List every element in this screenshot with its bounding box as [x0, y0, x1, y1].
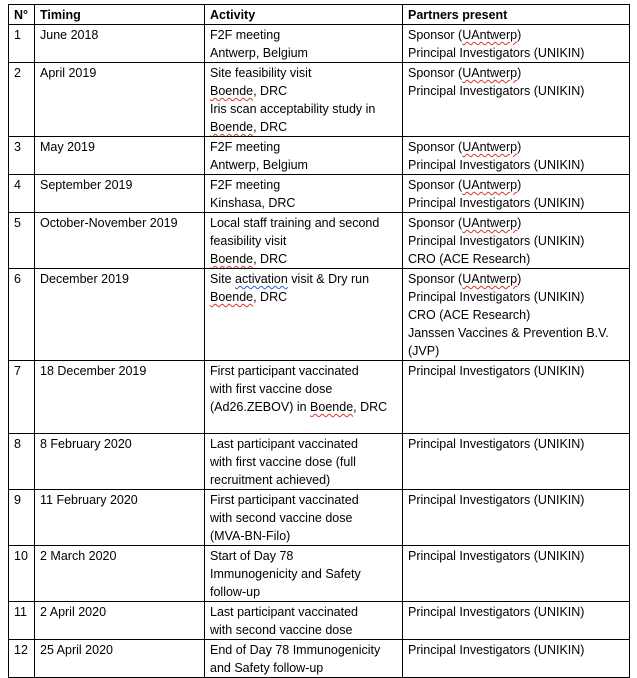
cell-timing: 18 December 2019 [35, 361, 205, 434]
activity-line: with second vaccine dose [210, 511, 353, 525]
partner-line: CRO (ACE Research) [408, 252, 531, 266]
cell-timing: September 2019 [35, 175, 205, 213]
cell-timing: 11 February 2020 [35, 490, 205, 546]
activity-line: F2F meeting [210, 28, 281, 42]
cell-partners [403, 63, 630, 137]
cell-activity [205, 213, 403, 269]
activity-line: with first vaccine dose [210, 382, 333, 396]
activity-line: Last participant vaccinated [210, 437, 359, 451]
cell-partners [403, 213, 630, 269]
cell-number: 10 [9, 546, 35, 602]
partner-line: (JVP) [408, 344, 440, 358]
table-row [9, 546, 630, 602]
activity-line: Boende, DRC [210, 252, 288, 266]
partner-line: Principal Investigators (UNIKIN) [408, 84, 585, 98]
cell-partners [403, 175, 630, 213]
timeline-table [8, 4, 630, 678]
partner-line: Principal Investigators (UNIKIN) [408, 549, 585, 563]
cell-number: 9 [9, 490, 35, 546]
partner-line: Principal Investigators (UNIKIN) [408, 234, 585, 248]
cell-partners [403, 361, 630, 434]
header-partners: Partners present [403, 5, 630, 25]
activity-line: Immunogenicity and Safety [210, 567, 361, 581]
activity-line: First participant vaccinated [210, 364, 359, 378]
activity-line: Site activation visit & Dry run [210, 272, 370, 286]
activity-line: with first vaccine dose (full [210, 455, 356, 469]
cell-activity [205, 269, 403, 361]
cell-timing: May 2019 [35, 137, 205, 175]
activity-line: Kinshasa, DRC [210, 196, 296, 210]
activity-line: (MVA-BN-Filo) [210, 529, 291, 543]
cell-number: 6 [9, 269, 35, 361]
partner-line: Principal Investigators (UNIKIN) [408, 46, 585, 60]
activity-line: feasibility visit [210, 234, 287, 248]
table-row [9, 175, 630, 213]
cell-activity [205, 137, 403, 175]
header-number: N° [9, 5, 35, 25]
activity-line: Antwerp, Belgium [210, 46, 308, 60]
cell-number: 7 [9, 361, 35, 434]
activity-line: and Safety follow-up [210, 661, 324, 675]
activity-line: follow-up [210, 585, 261, 599]
partner-line: Sponsor (UAntwerp) [408, 28, 522, 42]
partner-line: Principal Investigators (UNIKIN) [408, 437, 585, 451]
cell-number: 4 [9, 175, 35, 213]
cell-partners [403, 434, 630, 490]
activity-line: Last participant vaccinated [210, 605, 359, 619]
table-body [9, 25, 630, 678]
table-row [9, 361, 630, 434]
partner-line: Principal Investigators (UNIKIN) [408, 605, 585, 619]
cell-number: 3 [9, 137, 35, 175]
activity-line: Iris scan acceptability study in [210, 102, 376, 116]
table-row [9, 63, 630, 137]
partner-line: CRO (ACE Research) [408, 308, 531, 322]
header-row [9, 5, 630, 25]
partner-line: Principal Investigators (UNIKIN) [408, 158, 585, 172]
table-row [9, 490, 630, 546]
cell-timing: June 2018 [35, 25, 205, 63]
activity-line: First participant vaccinated [210, 493, 359, 507]
activity-line: Site feasibility visit [210, 66, 312, 80]
partner-line: Principal Investigators (UNIKIN) [408, 364, 585, 378]
table-row [9, 137, 630, 175]
table-row [9, 434, 630, 490]
header-activity: Activity [205, 5, 403, 25]
cell-timing: 2 April 2020 [35, 602, 205, 640]
activity-line: with second vaccine dose [210, 623, 353, 637]
cell-timing: 2 March 2020 [35, 546, 205, 602]
cell-activity [205, 175, 403, 213]
cell-activity [205, 63, 403, 137]
partner-line: Principal Investigators (UNIKIN) [408, 290, 585, 304]
activity-line: Boende, DRC [210, 290, 288, 304]
cell-partners [403, 25, 630, 63]
table-row [9, 25, 630, 63]
cell-activity [205, 434, 403, 490]
cell-timing: April 2019 [35, 63, 205, 137]
cell-partners [403, 640, 630, 678]
cell-partners [403, 602, 630, 640]
cell-number: 12 [9, 640, 35, 678]
activity-line: F2F meeting [210, 140, 281, 154]
cell-timing: December 2019 [35, 269, 205, 361]
cell-partners [403, 546, 630, 602]
activity-line: recruitment achieved) [210, 473, 331, 487]
table-row [9, 213, 630, 269]
cell-number: 11 [9, 602, 35, 640]
partner-line: Principal Investigators (UNIKIN) [408, 196, 585, 210]
activity-line: End of Day 78 Immunogenicity [210, 643, 381, 657]
activity-line: Local staff training and second [210, 216, 380, 230]
activity-line: Boende, DRC [210, 84, 288, 98]
table-row [9, 640, 630, 678]
partner-line: Sponsor (UAntwerp) [408, 178, 522, 192]
activity-line: Antwerp, Belgium [210, 158, 308, 172]
activity-line: Boende, DRC [210, 120, 288, 134]
cell-timing: 8 February 2020 [35, 434, 205, 490]
cell-activity [205, 25, 403, 63]
cell-partners [403, 269, 630, 361]
cell-activity [205, 361, 403, 434]
activity-line: Start of Day 78 [210, 549, 294, 563]
cell-activity [205, 546, 403, 602]
cell-number: 8 [9, 434, 35, 490]
cell-activity [205, 640, 403, 678]
cell-number: 1 [9, 25, 35, 63]
cell-activity [205, 490, 403, 546]
cell-timing: October-November 2019 [35, 213, 205, 269]
partner-line: Sponsor (UAntwerp) [408, 140, 522, 154]
cell-number: 5 [9, 213, 35, 269]
partner-line: Principal Investigators (UNIKIN) [408, 493, 585, 507]
table-row [9, 269, 630, 361]
header-timing: Timing [35, 5, 205, 25]
cell-timing: 25 April 2020 [35, 640, 205, 678]
cell-partners [403, 490, 630, 546]
cell-activity [205, 602, 403, 640]
cell-number: 2 [9, 63, 35, 137]
cell-partners [403, 137, 630, 175]
partner-line: Principal Investigators (UNIKIN) [408, 643, 585, 657]
partner-line: Sponsor (UAntwerp) [408, 216, 522, 230]
activity-line: F2F meeting [210, 178, 281, 192]
partner-line: Janssen Vaccines & Prevention B.V. [408, 326, 609, 340]
table-row [9, 602, 630, 640]
activity-line: (Ad26.ZEBOV) in Boende, DRC [210, 400, 388, 414]
partner-line: Sponsor (UAntwerp) [408, 66, 522, 80]
partner-line: Sponsor (UAntwerp) [408, 272, 522, 286]
